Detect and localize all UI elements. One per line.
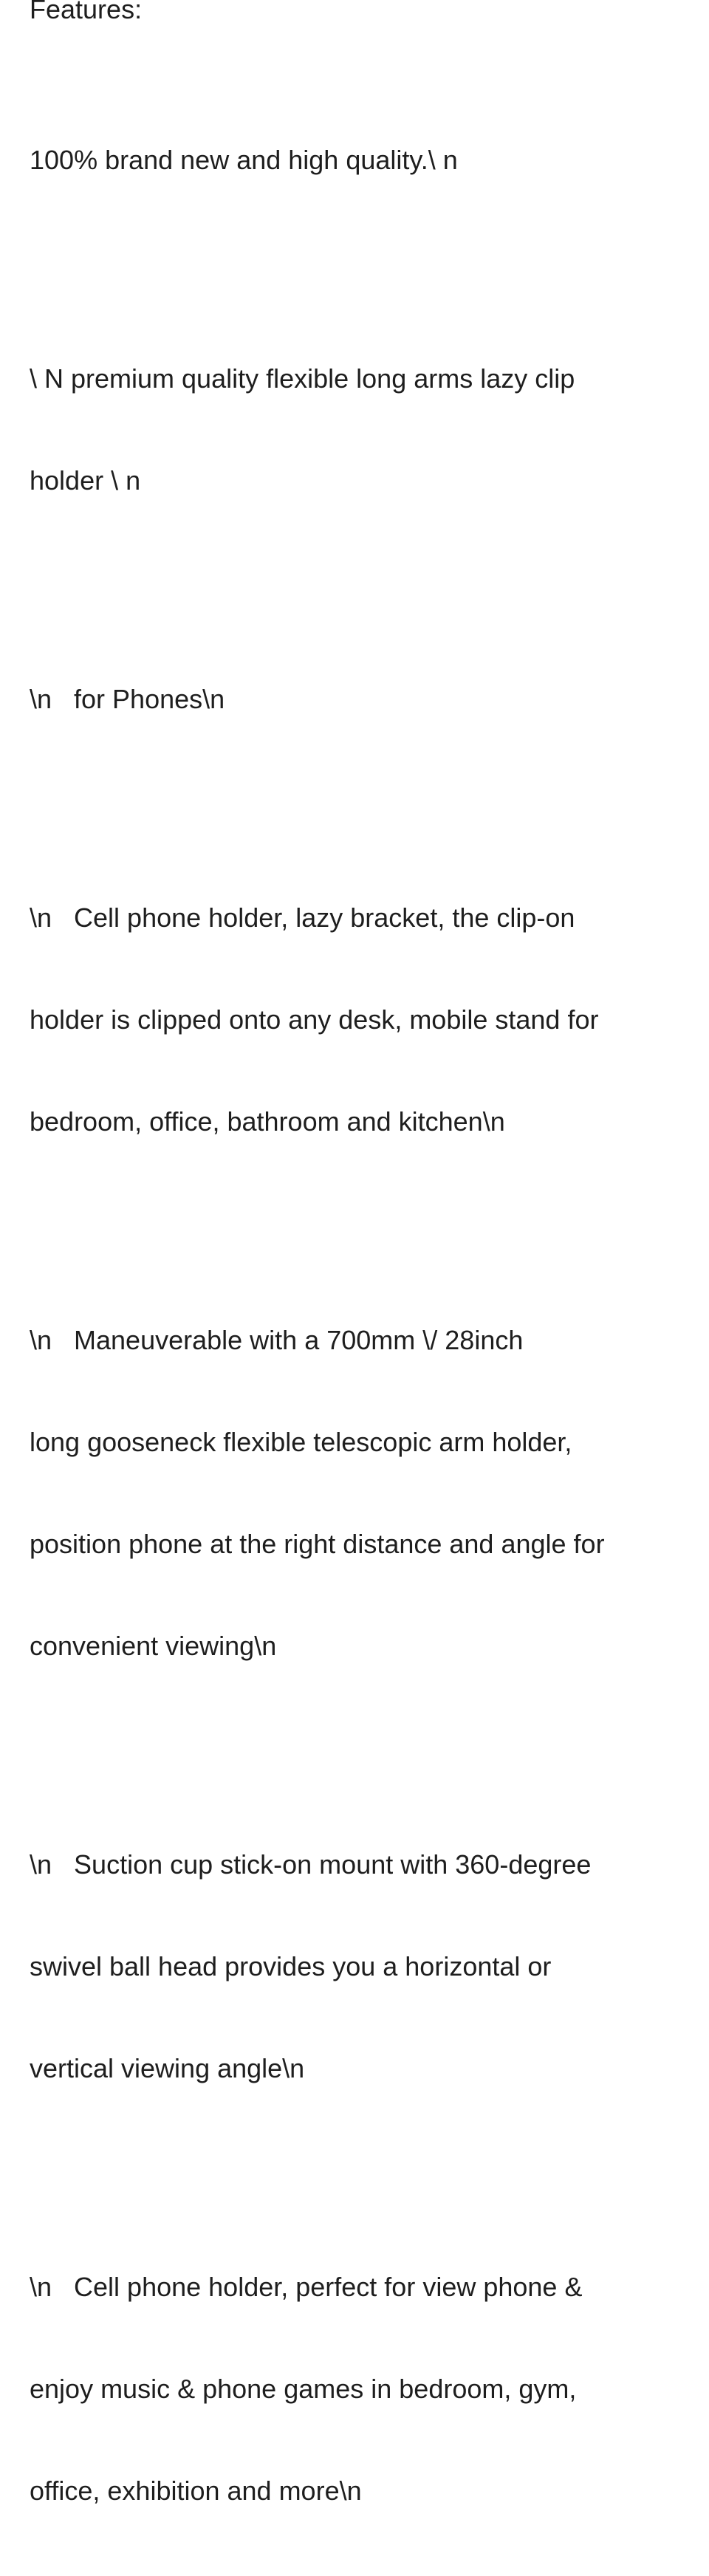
paragraph-line: office, exhibition and more\n	[30, 2476, 362, 2506]
feature-paragraph-2	[30, 294, 679, 566]
paragraph-line: swivel ball head provides you a horizontal or	[30, 1951, 552, 1981]
features-heading: Features:	[30, 0, 143, 24]
feature-paragraph-7	[30, 2202, 679, 2576]
feature-paragraph-6	[30, 1780, 679, 2154]
paragraph-line: enjoy music & phone games in bedroom, gym,	[30, 2374, 577, 2404]
paragraph-line: 100% brand new and high quality.\ n	[30, 145, 458, 175]
paragraph-line: long gooseneck flexible telescopic arm holder,	[30, 1427, 572, 1457]
paragraph-line: \n Cell phone holder, perfect for view phone &	[30, 2272, 583, 2302]
product-description	[30, 0, 679, 2576]
paragraph-line: \n Suction cup stick-on mount with 360-degree	[30, 1849, 592, 1880]
feature-paragraph-3	[30, 614, 679, 784]
paragraph-line: \n Cell phone holder, lazy bracket, the clip-on	[30, 902, 575, 933]
feature-paragraph-1	[30, 75, 679, 245]
paragraph-line: vertical viewing angle\n	[30, 2053, 305, 2083]
paragraph-line: holder \ n	[30, 465, 141, 496]
paragraph-line: position phone at the right distance and angle for	[30, 1529, 605, 1559]
paragraph-line: holder is clipped onto any desk, mobile stand for	[30, 1004, 599, 1035]
feature-paragraph-4	[30, 833, 679, 1207]
paragraph-line: \n for Phones\n	[30, 684, 225, 714]
feature-paragraph-5	[30, 1256, 679, 1731]
paragraph-line: convenient viewing\n	[30, 1631, 277, 1661]
paragraph-line: bedroom, office, bathroom and kitchen\n	[30, 1106, 505, 1137]
paragraph-line: \n Maneuverable with a 700mm \/ 28inch	[30, 1325, 524, 1355]
paragraph-line: \ N premium quality flexible long arms lazy clip	[30, 363, 575, 394]
